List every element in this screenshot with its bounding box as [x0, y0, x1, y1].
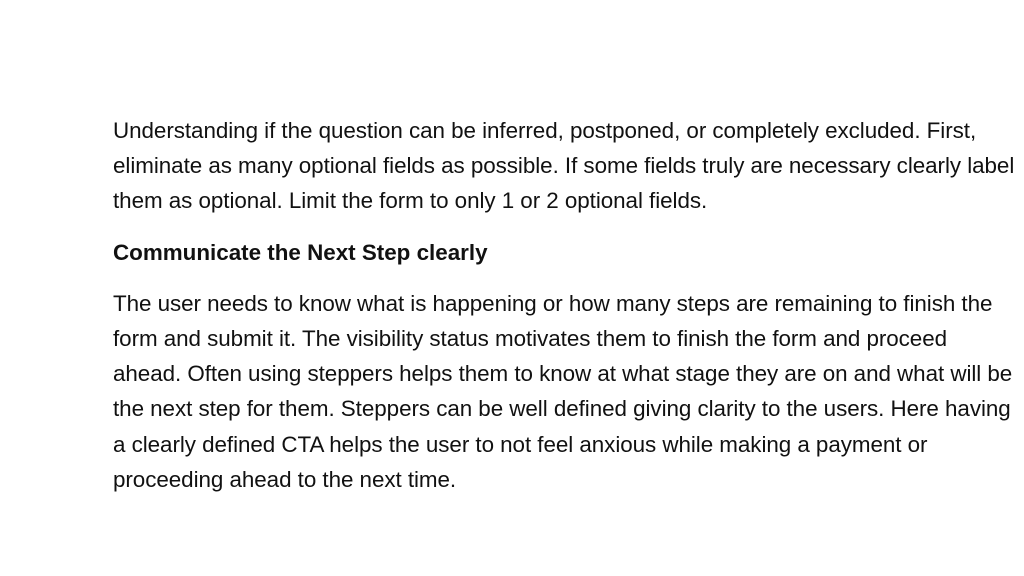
body-paragraph: The user needs to know what is happening or how many steps are remaining to finish the form and submit it. The visibility status motivates them to finish the form and proceed ahead. Often using steppers helps them to know at what stage they are on and what will be the next step for them. Steppers can be well defined giving clarity to the users. Here having a clearly defined CTA helps the user to not feel anxious while making a payment or proceeding ahead to the next time. [113, 290, 1013, 492]
article-body [113, 113, 1018, 497]
section-heading: Communicate the Next Step clearly [113, 239, 488, 265]
intro-paragraph: Understanding if the question can be inferred, postponed, or completely excluded. First, eliminate as many optional fields as possible. If some fields truly are necessary clearly label them as optional. Limit the form to only 1 or 2 optional fields. [113, 118, 1015, 214]
